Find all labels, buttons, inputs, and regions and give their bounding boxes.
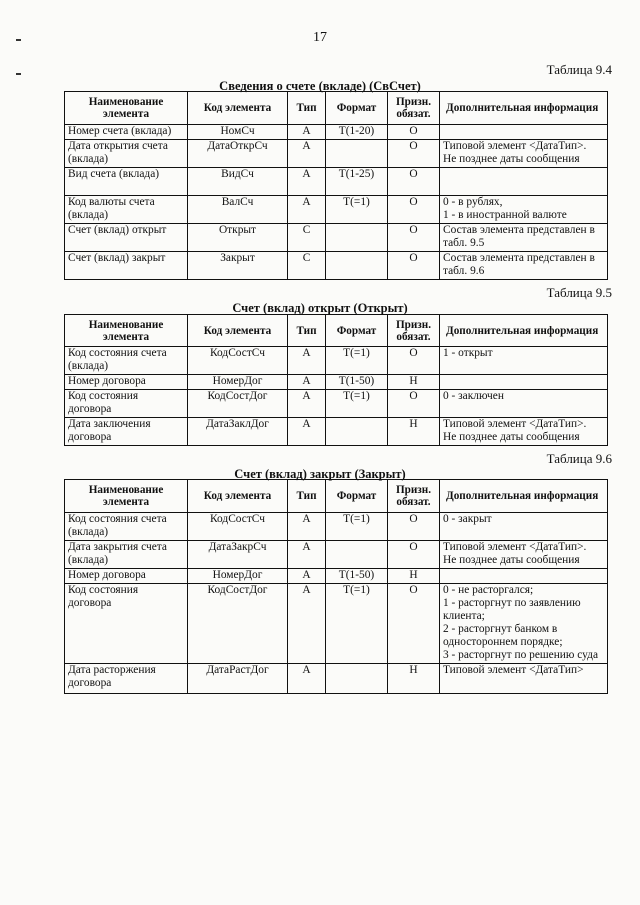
cell-code: Открыт — [188, 224, 288, 252]
cell-required: О — [388, 390, 440, 418]
cell-required: О — [388, 224, 440, 252]
cell-info: 0 - закрыт — [440, 513, 608, 541]
cell-type: С — [288, 252, 326, 280]
cell-required: О — [388, 252, 440, 280]
cell-code: КодСостДог — [188, 390, 288, 418]
cell-code: КодСостСч — [188, 513, 288, 541]
column-header-type: Тип — [288, 315, 326, 347]
cell-info — [440, 375, 608, 390]
cell-info: 0 - в рублях, 1 - в иностранной валюте — [440, 196, 608, 224]
cell-type: А — [288, 390, 326, 418]
column-header-code: Код элемента — [188, 315, 288, 347]
cell-format: Т(=1) — [326, 196, 388, 224]
cell-required: Н — [388, 418, 440, 446]
cell-required: Н — [388, 375, 440, 390]
table-row — [65, 584, 608, 664]
cell-type: А — [288, 584, 326, 664]
cell-required: Н — [388, 569, 440, 584]
cell-format — [326, 224, 388, 252]
data-table — [64, 479, 608, 694]
cell-info: Типовой элемент <ДатаТип> — [440, 664, 608, 694]
table-row — [65, 347, 608, 375]
cell-code: ДатаОткрСч — [188, 140, 288, 168]
column-header-format: Формат — [326, 92, 388, 125]
cell-required: О — [388, 168, 440, 196]
table-row — [65, 541, 608, 569]
cell-name: Номер договора — [65, 375, 188, 390]
column-header-name: Наименование элемента — [65, 315, 188, 347]
cell-format: Т(1-20) — [326, 125, 388, 140]
cell-name: Счет (вклад) открыт — [65, 224, 188, 252]
cell-name: Код состояния договора — [65, 390, 188, 418]
column-header-code: Код элемента — [188, 480, 288, 513]
cell-code: ВидСч — [188, 168, 288, 196]
column-header-name: Наименование элемента — [65, 480, 188, 513]
cell-format — [326, 664, 388, 694]
table-header-row — [65, 480, 608, 513]
cell-type: А — [288, 347, 326, 375]
cell-code: НомерДог — [188, 375, 288, 390]
cell-code: ДатаЗаклДог — [188, 418, 288, 446]
cell-info: 1 - открыт — [440, 347, 608, 375]
cell-name: Дата расторжения договора — [65, 664, 188, 694]
cell-info: 0 - заключен — [440, 390, 608, 418]
table-header-row — [65, 315, 608, 347]
page-number: 17 — [313, 30, 327, 45]
table-row — [65, 168, 608, 196]
cell-type: А — [288, 541, 326, 569]
cell-required: О — [388, 140, 440, 168]
cell-required: О — [388, 347, 440, 375]
cell-code: НомерДог — [188, 569, 288, 584]
cell-type: А — [288, 569, 326, 584]
cell-format: Т(1-25) — [326, 168, 388, 196]
cell-info — [440, 168, 608, 196]
cell-format: Т(=1) — [326, 513, 388, 541]
table-row — [65, 252, 608, 280]
cell-info: Типовой элемент <ДатаТип>. Не позднее даты сообщения — [440, 140, 608, 168]
cell-format — [326, 541, 388, 569]
cell-type: А — [288, 664, 326, 694]
cell-required: О — [388, 541, 440, 569]
cell-name: Код валюты счета (вклада) — [65, 196, 188, 224]
cell-info: Типовой элемент <ДатаТип>. Не позднее даты сообщения — [440, 418, 608, 446]
table-title: Счет (вклад) закрыт (Закрыт) — [234, 467, 406, 481]
cell-type: С — [288, 224, 326, 252]
cell-code: Закрыт — [188, 252, 288, 280]
table-row — [65, 375, 608, 390]
table-row — [65, 569, 608, 584]
table-row — [65, 664, 608, 694]
cell-name: Дата открытия счета (вклада) — [65, 140, 188, 168]
cell-name: Код состояния договора — [65, 584, 188, 664]
cell-required: О — [388, 513, 440, 541]
cell-info — [440, 125, 608, 140]
cell-info — [440, 569, 608, 584]
cell-code: ДатаРастДог — [188, 664, 288, 694]
data-table — [64, 91, 608, 280]
cell-format — [326, 418, 388, 446]
cell-name: Счет (вклад) закрыт — [65, 252, 188, 280]
cell-name: Дата закрытия счета (вклада) — [65, 541, 188, 569]
column-header-required: Призн. обязат. — [388, 92, 440, 125]
cell-info: 0 - не расторгался; 1 - расторгнут по заявлению клиента; 2 - расторгнут банком в одностороннем порядке; 3 - расторгнут по решению суда — [440, 584, 608, 664]
cell-type: А — [288, 125, 326, 140]
cell-required: О — [388, 584, 440, 664]
cell-info: Состав элемента представлен в табл. 9.5 — [440, 224, 608, 252]
cell-format: Т(=1) — [326, 347, 388, 375]
cell-format: Т(=1) — [326, 390, 388, 418]
cell-type: А — [288, 196, 326, 224]
cell-code: НомСч — [188, 125, 288, 140]
cell-name: Дата заключения договора — [65, 418, 188, 446]
column-header-info: Дополнительная информация — [440, 92, 608, 125]
cell-required: О — [388, 196, 440, 224]
column-header-name: Наименование элемента — [65, 92, 188, 125]
cell-code: ВалСч — [188, 196, 288, 224]
cell-type: А — [288, 140, 326, 168]
table-title: Сведения о счете (вкладе) (СвСчет) — [219, 79, 421, 93]
table-title: Счет (вклад) открыт (Открыт) — [232, 301, 408, 315]
column-header-info: Дополнительная информация — [440, 480, 608, 513]
cell-info: Состав элемента представлен в табл. 9.6 — [440, 252, 608, 280]
table-caption: Таблица 9.5 — [546, 285, 612, 300]
table-row — [65, 224, 608, 252]
table-row — [65, 513, 608, 541]
cell-code: ДатаЗакрСч — [188, 541, 288, 569]
cell-type: А — [288, 168, 326, 196]
column-header-format: Формат — [326, 480, 388, 513]
table-row — [65, 196, 608, 224]
table-row — [65, 390, 608, 418]
table-header-row — [65, 92, 608, 125]
column-header-required: Призн. обязат. — [388, 480, 440, 513]
table-row — [65, 140, 608, 168]
column-header-required: Призн. обязат. — [388, 315, 440, 347]
margin-mark — [16, 73, 21, 75]
table-caption: Таблица 9.4 — [546, 62, 612, 77]
cell-name: Код состояния счета (вклада) — [65, 347, 188, 375]
cell-format — [326, 140, 388, 168]
data-table — [64, 314, 608, 446]
cell-type: А — [288, 375, 326, 390]
cell-name: Код состояния счета (вклада) — [65, 513, 188, 541]
cell-code: КодСостДог — [188, 584, 288, 664]
cell-format: Т(1-50) — [326, 375, 388, 390]
table-row — [65, 418, 608, 446]
cell-format: Т(=1) — [326, 584, 388, 664]
cell-info: Типовой элемент <ДатаТип>. Не позднее даты сообщения — [440, 541, 608, 569]
cell-required: О — [388, 125, 440, 140]
column-header-info: Дополнительная информация — [440, 315, 608, 347]
cell-name: Вид счета (вклада) — [65, 168, 188, 196]
cell-required: Н — [388, 664, 440, 694]
column-header-type: Тип — [288, 480, 326, 513]
column-header-type: Тип — [288, 92, 326, 125]
column-header-code: Код элемента — [188, 92, 288, 125]
cell-format: Т(1-50) — [326, 569, 388, 584]
cell-type: А — [288, 418, 326, 446]
table-row — [65, 125, 608, 140]
column-header-format: Формат — [326, 315, 388, 347]
cell-type: А — [288, 513, 326, 541]
cell-name: Номер счета (вклада) — [65, 125, 188, 140]
cell-format — [326, 252, 388, 280]
cell-name: Номер договора — [65, 569, 188, 584]
table-caption: Таблица 9.6 — [546, 451, 612, 466]
cell-code: КодСостСч — [188, 347, 288, 375]
